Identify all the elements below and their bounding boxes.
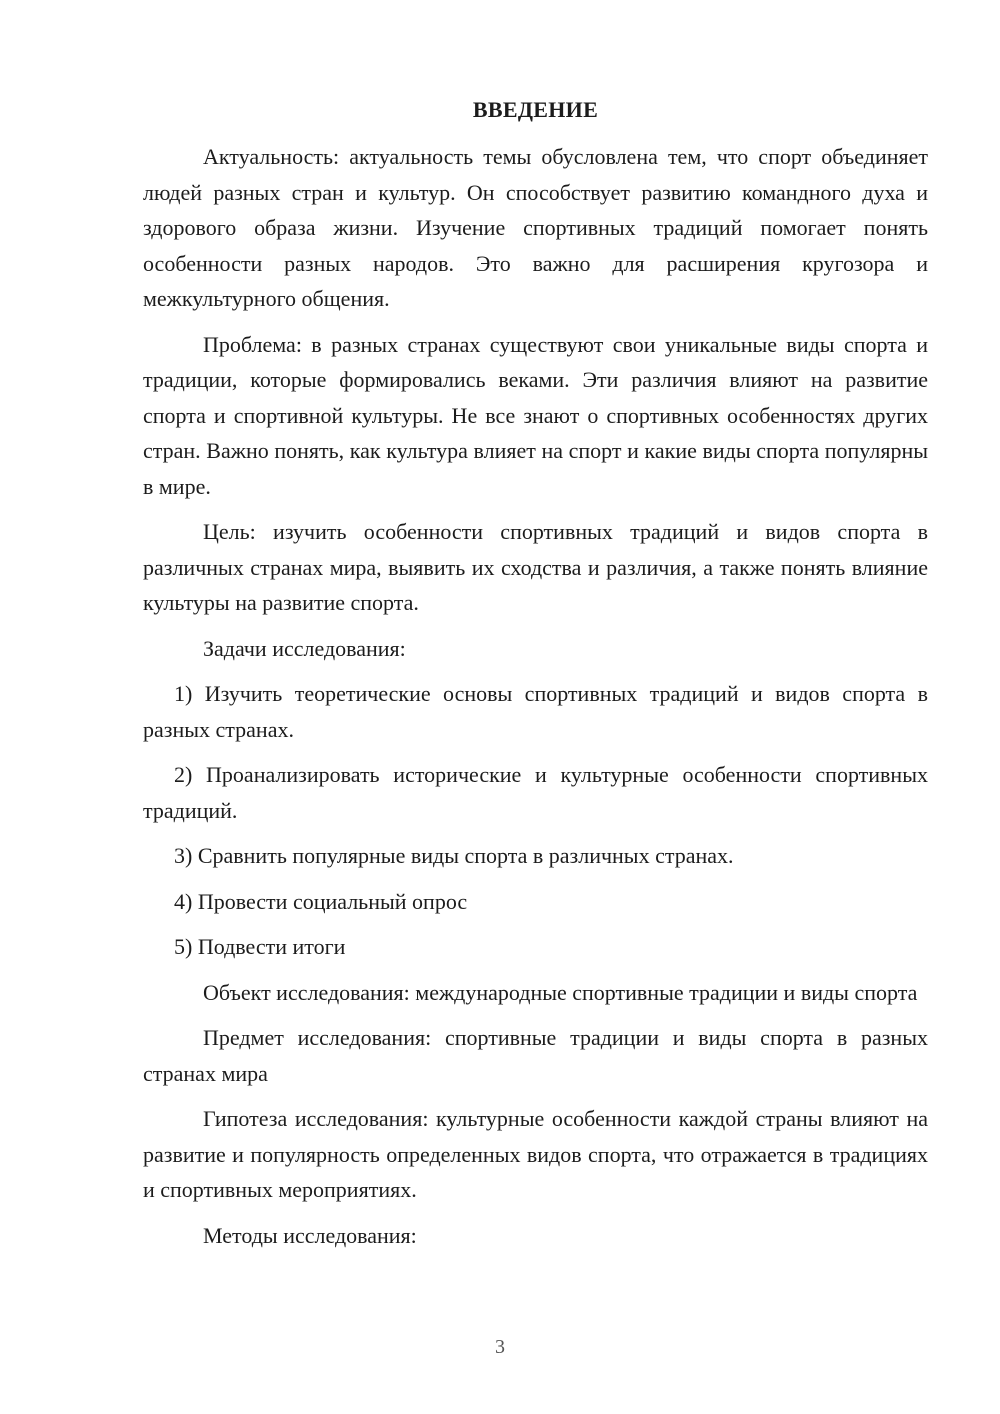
task-item-1: 1) Изучить теоретические основы спортивных традиций и видов спорта в разных странах.	[143, 681, 928, 742]
task-item-3: 3) Сравнить популярные виды спорта в различных странах.	[174, 843, 734, 868]
page-number: 3	[495, 1336, 505, 1358]
paragraph-hypothesis: Гипотеза исследования: культурные особенности каждой страны влияют на развитие и популярность определенных видов спорта, что отражается в традициях и спортивных мероприятиях.	[143, 1106, 928, 1202]
section-title: ВВЕДЕНИЕ	[472, 97, 599, 122]
paragraph-problem: Проблема: в разных странах существуют свои уникальные виды спорта и традиции, которые формировались веками. Эти различия влияют на развитие спорта и спортивной культуры. Не все знают о спортивных особенностях других стран. Важно понять, как культура влияет на спорт и какие виды спорта популярны в мире.	[143, 331, 928, 499]
paragraph-relevance: Актуальность: актуальность темы обусловлена тем, что спорт объединяет людей разных стран и культур. Он способствует развитию командного духа и здорового образа жизни. Изучение спортивных традиций помогает понять особенности разных народов. Это важно для расширения кругозора и межкультурного общения.	[143, 144, 928, 311]
page-content	[143, 95, 928, 1253]
methods-heading: Методы исследования:	[203, 1222, 417, 1248]
task-item-4: 4) Провести социальный опрос	[174, 888, 468, 914]
paragraph-goal: Цель: изучить особенности спортивных традиций и видов спорта в различных странах мира, выявить их сходства и различия, а также понять влияние культуры на развитие спорта.	[143, 519, 928, 615]
task-item-5: 5) Подвести итоги	[174, 934, 346, 959]
tasks-heading: Задачи исследования:	[203, 635, 406, 661]
task-item-2: 2) Проанализировать исторические и культурные особенности спортивных традиций.	[143, 762, 928, 823]
paragraph-subject: Предмет исследования: спортивные традиции и виды спорта в разных странах мира	[143, 1025, 928, 1086]
paragraph-object: Объект исследования: международные спортивные традиции и виды спорта	[203, 979, 918, 1005]
